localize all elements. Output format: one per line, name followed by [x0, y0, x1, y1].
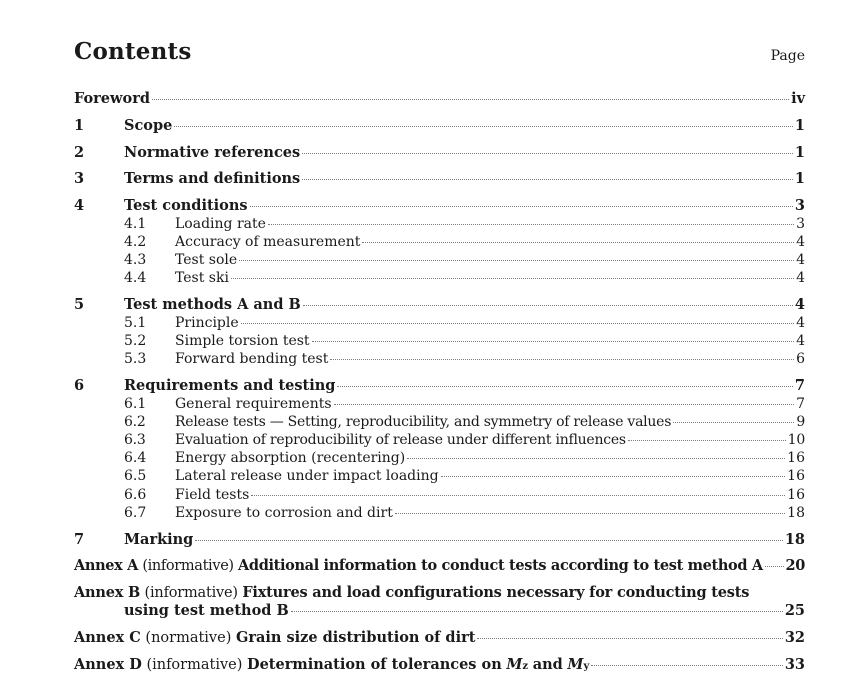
entry-number: 6.3 — [124, 432, 146, 448]
toc-entry-4-4[interactable] — [124, 269, 805, 287]
entry-page: 33 — [784, 656, 805, 673]
subscript-y: y — [583, 661, 590, 672]
entry-page: 20 — [785, 557, 805, 574]
toc-entry-7[interactable] — [74, 531, 805, 549]
entry-page: 1 — [794, 117, 805, 134]
entry-page: 1 — [794, 170, 805, 187]
dot-leader — [302, 153, 793, 154]
dot-leader — [303, 305, 793, 306]
entry-page: 9 — [796, 414, 805, 430]
toc-entry-annex-a[interactable] — [74, 557, 805, 575]
entry-page: 4 — [796, 333, 805, 349]
entry-number: 2 — [74, 144, 85, 161]
toc-entry-4-1[interactable] — [124, 215, 805, 233]
toc-entry-1[interactable] — [74, 117, 805, 135]
dot-leader — [673, 422, 794, 423]
toc-entry-6-7[interactable] — [124, 504, 805, 522]
toc-entry-5-2[interactable] — [124, 332, 805, 350]
toc-entry-foreword[interactable] — [74, 90, 805, 108]
entry-title: Marking — [124, 531, 194, 548]
entry-page: 4 — [794, 296, 805, 313]
entry-number: 5 — [74, 296, 85, 313]
entry-number: 7 — [74, 531, 85, 548]
conjunction: and — [532, 656, 563, 673]
entry-title: Loading rate — [175, 216, 266, 232]
toc-entry-5-3[interactable] — [124, 350, 805, 368]
dot-leader — [302, 179, 793, 180]
entry-number: 6.4 — [124, 450, 147, 466]
dot-leader — [231, 278, 794, 279]
entry-number: 4.2 — [124, 234, 147, 250]
toc-entry-6-2[interactable] — [124, 413, 805, 431]
entry-title: Grain size distribution of dirt — [235, 629, 476, 646]
dot-leader — [395, 513, 785, 514]
toc-entry-2[interactable] — [74, 144, 805, 162]
entry-page: 16 — [787, 468, 805, 484]
entry-title-line1: Fixtures and load configurations necessary for conducting tests — [242, 584, 750, 601]
dot-leader — [250, 206, 793, 207]
entry-title: Simple torsion test — [175, 333, 310, 349]
toc-entry-6-4[interactable] — [124, 449, 805, 467]
toc-entry-6[interactable] — [74, 377, 805, 395]
dot-leader — [312, 341, 795, 342]
dot-leader — [334, 404, 795, 405]
annex-kind: (normative) — [145, 630, 232, 646]
entry-number: 6 — [74, 377, 85, 394]
entry-page: 16 — [787, 450, 805, 466]
entry-number: 1 — [74, 117, 85, 134]
page-column-label: Page — [770, 48, 805, 64]
dot-leader — [241, 323, 794, 324]
entry-number: 4.3 — [124, 252, 147, 268]
entry-number: 6.6 — [124, 487, 147, 503]
toc-entry-5-1[interactable] — [124, 314, 805, 332]
dot-leader — [291, 611, 783, 612]
entry-page: 6 — [796, 351, 805, 367]
entry-title: Requirements and testing — [124, 377, 336, 394]
entry-title: Exposure to corrosion and dirt — [175, 505, 393, 521]
entry-page: 25 — [784, 602, 805, 619]
subscript-z: z — [522, 661, 529, 672]
entry-page: 4 — [796, 315, 805, 331]
entry-title: Evaluation of reproducibility of release under different influences — [175, 432, 626, 448]
entry-title: Energy absorption (recentering) — [175, 450, 406, 466]
entry-number: 5.1 — [124, 315, 147, 331]
toc-entry-annex-d[interactable] — [74, 656, 805, 676]
dot-leader — [330, 359, 794, 360]
dot-leader — [239, 260, 794, 261]
dot-leader — [441, 476, 786, 477]
entry-title: Determination of tolerances on — [247, 656, 502, 673]
entry-page: 1 — [794, 144, 805, 161]
dot-leader — [765, 566, 784, 567]
symbol-my: M — [567, 656, 584, 673]
annex-kind: (informative) — [146, 657, 243, 673]
entry-title-line2: using test method B — [124, 602, 289, 619]
entry-title: Field tests — [175, 487, 250, 503]
entry-title: Scope — [124, 117, 173, 134]
entry-page: 10 — [787, 432, 805, 448]
annex-label: Annex A — [74, 557, 139, 574]
dot-leader — [268, 224, 794, 225]
annex-kind: (informative) — [144, 585, 238, 601]
entry-number: 5.3 — [124, 351, 147, 367]
entry-title: Forward bending test — [175, 351, 329, 367]
dot-leader — [195, 540, 782, 541]
dot-leader — [174, 126, 793, 127]
toc-entry-4-2[interactable] — [124, 233, 805, 251]
entry-title: Test methods A and B — [124, 296, 301, 313]
entry-title: Test sole — [175, 252, 238, 268]
dot-leader — [337, 386, 792, 387]
entry-title: Principle — [175, 315, 239, 331]
entry-title: Accuracy of measurement — [175, 234, 361, 250]
annex-kind: (informative) — [142, 558, 234, 574]
toc-entry-3[interactable] — [74, 170, 805, 188]
entry-page: 7 — [794, 377, 805, 394]
toc-entry-6-3[interactable] — [124, 431, 805, 449]
entry-title: Normative references — [124, 144, 301, 161]
toc-entry-annex-c[interactable] — [74, 629, 805, 647]
entry-page: 16 — [787, 487, 805, 503]
dot-leader — [591, 665, 783, 666]
toc-entry-annex-b-line2[interactable] — [74, 602, 805, 620]
entry-number: 6.5 — [124, 468, 147, 484]
entry-title: Test ski — [175, 270, 229, 286]
entry-page: 4 — [796, 234, 805, 250]
toc-entry-4[interactable] — [74, 197, 805, 215]
entry-page: 3 — [794, 197, 805, 214]
toc-entry-4-3[interactable] — [124, 251, 805, 269]
entry-number: 4.1 — [124, 216, 147, 232]
entry-title: Test conditions — [124, 197, 248, 214]
entry-page: 4 — [796, 252, 805, 268]
toc-entry-6-1[interactable] — [124, 395, 805, 413]
annex-label: Annex B — [74, 584, 141, 601]
entry-title: General requirements — [175, 396, 332, 412]
page-title: Contents — [74, 38, 192, 65]
annex-label: Annex C — [74, 629, 141, 646]
entry-page: iv — [791, 90, 805, 107]
entry-title: Release tests — Setting, reproducibility, and symmetry of release values — [175, 414, 672, 430]
entry-title: Foreword — [74, 90, 150, 107]
dot-leader — [477, 638, 782, 639]
entry-number: 6.1 — [124, 396, 147, 412]
entry-number: 3 — [74, 170, 85, 187]
entry-number: 4 — [74, 197, 85, 214]
toc-entry-6-6[interactable] — [124, 486, 805, 504]
toc-entry-6-5[interactable] — [124, 467, 805, 485]
dot-leader — [407, 458, 785, 459]
entry-page: 32 — [784, 629, 805, 646]
toc-entry-annex-b[interactable] — [74, 584, 805, 602]
entry-page: 18 — [787, 505, 805, 521]
entry-number: 6.7 — [124, 505, 147, 521]
entry-title: Lateral release under impact loading — [175, 468, 439, 484]
entry-title: Additional information to conduct tests according to test method A — [238, 557, 763, 574]
dot-leader — [628, 440, 786, 441]
entry-number: 6.2 — [124, 414, 146, 430]
annex-label: Annex D — [74, 656, 142, 673]
entry-page: 18 — [784, 531, 805, 548]
entry-number: 5.2 — [124, 333, 147, 349]
entry-title: Terms and definitions — [124, 170, 301, 187]
entry-number: 4.4 — [124, 270, 147, 286]
entry-page: 3 — [796, 216, 805, 232]
entry-page: 7 — [796, 396, 805, 412]
dot-leader — [251, 495, 785, 496]
toc-entry-5[interactable] — [74, 296, 805, 314]
dot-leader — [362, 242, 794, 243]
symbol-mz: M — [506, 656, 523, 673]
entry-page: 4 — [796, 270, 805, 286]
dot-leader — [152, 99, 789, 100]
